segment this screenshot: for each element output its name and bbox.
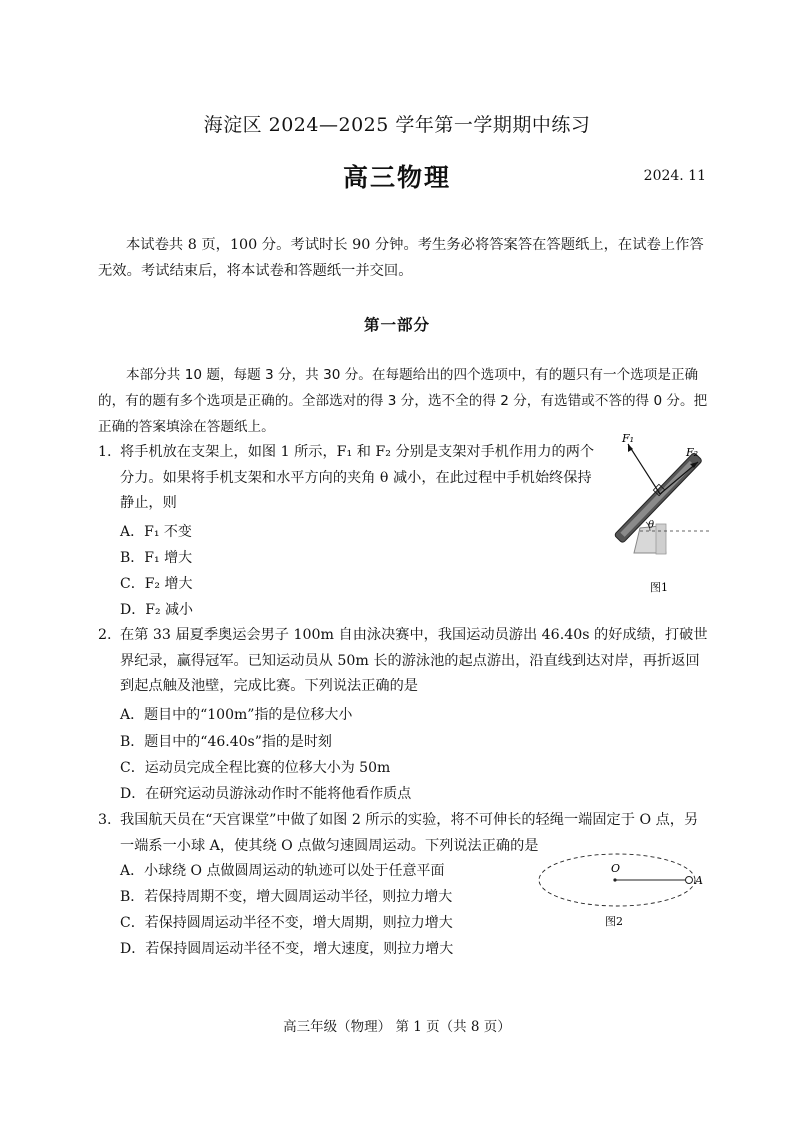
option-d[interactable]: D．F₂ 减小 xyxy=(120,602,194,618)
f2-label: F₂ xyxy=(686,446,699,459)
question-stem: 在第 33 届夏季奥运会男子 100m 自由泳决赛中，我国运动员游出 46.40s 的好成绩，打破世界纪录，赢得冠军。已知运动员从 50m 长的游泳池的起点游出，沿直线到达对岸，再折返回到起点触及池壁，完成比赛。下列说法正确的是 xyxy=(120,627,708,694)
option-b[interactable]: B．F₁ 增大 xyxy=(120,550,193,566)
option-b[interactable]: B．题目中的“46.40s”指的是时刻 xyxy=(120,734,332,750)
question-number: 2. xyxy=(98,627,112,643)
option-a[interactable]: A．小球绕 O 点做圆周运动的轨迹可以处于任意平面 xyxy=(120,863,445,879)
question-number: 1. xyxy=(98,444,112,460)
ball-a xyxy=(686,877,693,884)
page-footer: 高三年级（物理） 第 1 页（共 8 页） xyxy=(283,1019,511,1035)
figure-2 xyxy=(535,848,715,938)
part-heading: 第一部分 xyxy=(363,315,430,334)
exam-date: 2024. 11 xyxy=(643,168,706,184)
exam-title: 海淀区 2024—2025 学年第一学期期中练习 xyxy=(203,114,591,136)
option-c[interactable]: C．F₂ 增大 xyxy=(120,576,193,592)
question-stem: 我国航天员在“天宫课堂”中做了如图 2 所示的实验，将不可伸长的轻绳一端固定于 O 点，另一端系一小球 A，使其绕 O 点做匀速圆周运动。下列说法正确的是 xyxy=(120,812,699,854)
instructions: 本试卷共 8 页，100 分。考试时长 90 分钟。考生务必将答案答在答题纸上，在试卷上作答无效。考试结束后，将本试卷和答题纸一并交回。 xyxy=(98,237,704,279)
f1-label: F₁ xyxy=(622,432,635,445)
option-d[interactable]: D．若保持圆周运动半径不变，增大速度，则拉力增大 xyxy=(120,941,454,957)
label-a: A xyxy=(695,874,703,887)
figure-1 xyxy=(600,428,720,598)
subject-title: 高三物理 xyxy=(342,163,451,192)
theta-label: θ xyxy=(648,520,655,531)
label-o: O xyxy=(611,862,621,875)
figure-2-caption: 图2 xyxy=(605,915,623,928)
point-o xyxy=(613,878,616,881)
option-d[interactable]: D．在研究运动员游泳动作时不能将他看作质点 xyxy=(120,786,412,802)
figure-1-caption: 图1 xyxy=(650,581,668,594)
option-a[interactable]: A．F₁ 不变 xyxy=(120,524,192,540)
part-intro: 本部分共 10 题，每题 3 分，共 30 分。在每题给出的四个选项中，有的题只有一个选项是正确的，有的题有多个选项是正确的。全部选对的得 3 分，选不全的得 2 分，有选错或不答的得 0 分。把正确的答案填涂在答题纸上。 xyxy=(98,367,708,435)
option-a[interactable]: A．题目中的“100m”指的是位移大小 xyxy=(120,707,353,723)
option-c[interactable]: C．若保持圆周运动半径不变，增大周期，则拉力增大 xyxy=(120,915,453,931)
option-c[interactable]: C．运动员完成全程比赛的位移大小为 50m xyxy=(120,760,391,776)
question-stem: 将手机放在支架上，如图 1 所示，F₁ 和 F₂ 分别是支架对手机作用力的两个分力。如果将手机支架和水平方向的夹角 θ 减小，在此过程中手机始终保持静止，则 xyxy=(120,444,595,511)
question-1 xyxy=(98,440,598,517)
phone-stand-illustration xyxy=(614,452,710,554)
question-number: 3. xyxy=(98,812,112,828)
question-2 xyxy=(98,623,708,700)
option-b[interactable]: B．若保持周期不变，增大圆周运动半径，则拉力增大 xyxy=(120,889,453,905)
